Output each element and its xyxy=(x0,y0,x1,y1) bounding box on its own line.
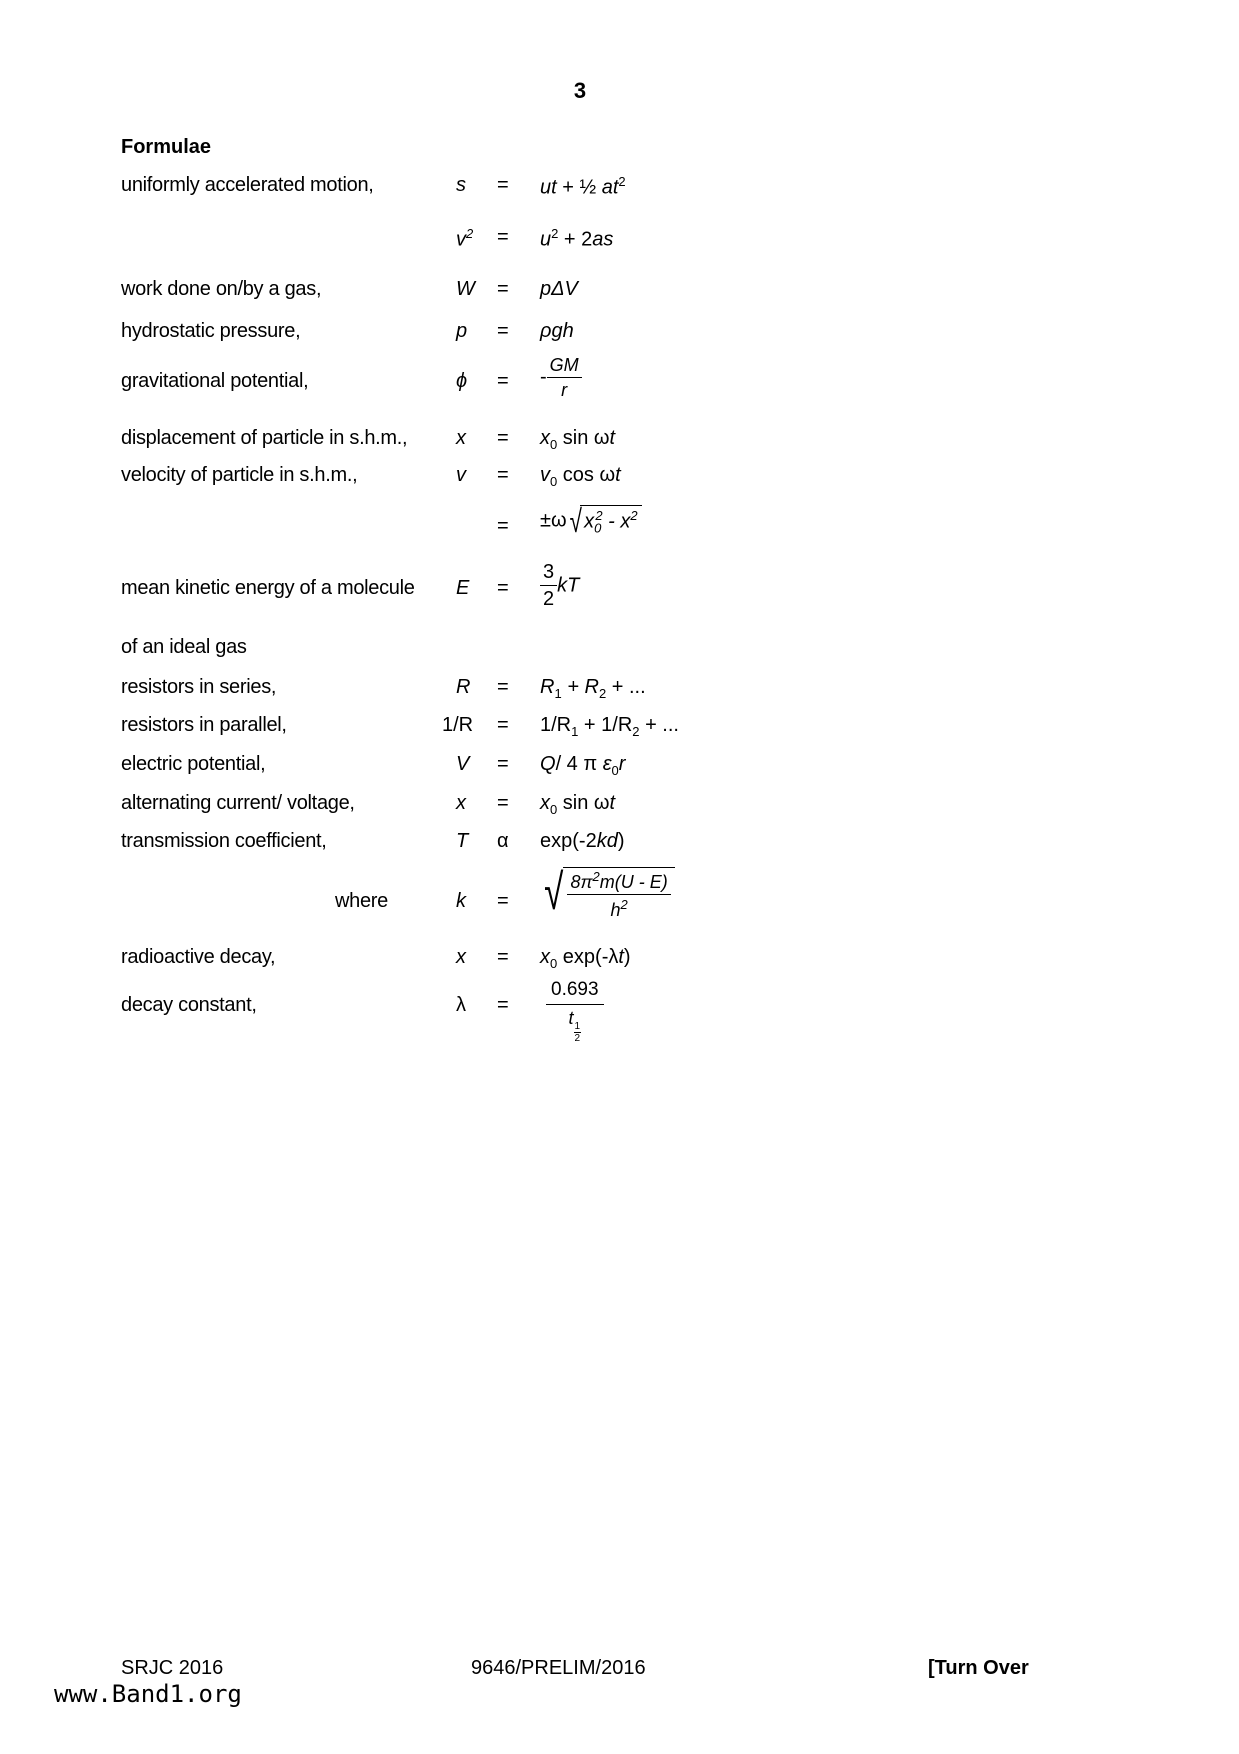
formula-expression: ±ω √ $x_0^2 - x^2$ xyxy=(540,505,642,537)
formula-label: hydrostatic pressure, xyxy=(121,320,301,342)
formula-expression: - $\frac{GM}{r}$ xyxy=(540,356,582,400)
formula-expression: $x_0$ exp(-λt) xyxy=(540,946,631,971)
formula-equals: = xyxy=(497,676,509,698)
formula-equals: = xyxy=(497,890,509,912)
fraction: $\frac{8\pi^2m(U - E)}{h^2}$ xyxy=(567,870,670,920)
square-root: √ $\frac{8\pi^2m(U - E)}{h^2}$ xyxy=(540,867,675,920)
formula-expression: Q/ 4 π $\varepsilon_0r$ xyxy=(540,753,626,778)
formula-label: electric potential, xyxy=(121,753,266,775)
formula-symbol: W xyxy=(456,278,475,300)
formula-symbol: $v^2$ xyxy=(456,226,474,251)
formula-expression: $v_0$ cos ωt xyxy=(540,464,621,489)
formula-label: transmission coefficient, xyxy=(121,830,327,852)
formula-label: radioactive decay, xyxy=(121,946,276,968)
formula-label: where xyxy=(335,890,388,912)
formula-equals: = xyxy=(497,792,509,814)
formula-proportional: α xyxy=(497,830,509,852)
formula-expression: exp(-2kd) xyxy=(540,830,625,852)
formula-symbol: λ xyxy=(456,994,466,1016)
fraction: 0.693 t $\frac{1}{2}$ xyxy=(546,980,604,1045)
formula-equals: = xyxy=(497,174,509,196)
formula-label: uniformly accelerated motion, xyxy=(121,174,374,196)
footer-turn-over: [Turn Over xyxy=(928,1657,1029,1679)
formula-equals: = xyxy=(497,278,509,300)
formula-expression: ρgh xyxy=(540,320,574,342)
formula-equals: = xyxy=(497,577,509,599)
formula-symbol: p xyxy=(456,320,468,342)
formula-equals: = xyxy=(497,753,509,775)
formula-equals: = xyxy=(497,427,509,449)
page-heading: Formulae xyxy=(121,136,212,158)
formula-label: decay constant, xyxy=(121,994,257,1016)
formula-equals: = xyxy=(497,226,509,248)
formula-equals: = xyxy=(497,515,509,537)
formula-equals: = xyxy=(497,464,509,486)
formula-symbol: E xyxy=(456,577,470,599)
formula-label: gravitational potential, xyxy=(121,370,309,392)
formula-equals: = xyxy=(497,370,509,392)
formula-label: work done on/by a gas, xyxy=(121,278,322,300)
formula-symbol: s xyxy=(456,174,466,196)
formula-expression: $u^2 + 2as$ xyxy=(540,226,614,251)
formula-equals: = xyxy=(497,946,509,968)
formula-label: velocity of particle in s.h.m., xyxy=(121,464,358,486)
formula-expression: $R_1 + R_2$ + ... xyxy=(540,676,646,701)
formula-label: resistors in parallel, xyxy=(121,714,287,736)
formula-expression xyxy=(546,980,604,1045)
formula-symbol: R xyxy=(456,676,471,698)
formula-equals: = xyxy=(497,994,509,1016)
formula-label: resistors in series, xyxy=(121,676,277,698)
fraction: $\frac{GM}{r}$ xyxy=(547,356,582,400)
formula-symbol: ϕ xyxy=(456,370,468,392)
formula-expression: $1/R_1 + 1/R_2$ + ... xyxy=(540,714,679,739)
fraction: $\frac{3}{2}$ xyxy=(540,562,557,610)
formula-equals: = xyxy=(497,714,509,736)
footer-school: SRJC 2016 xyxy=(121,1657,224,1679)
formula-label-continued: of an ideal gas xyxy=(121,636,247,658)
square-root: √ $x_0^2 - x^2$ xyxy=(567,505,642,537)
formula-symbol: v xyxy=(456,464,466,486)
formula-label: mean kinetic energy of a molecule xyxy=(121,577,415,599)
formula-label: alternating current/ voltage, xyxy=(121,792,355,814)
formula-expression: $x_0$ sin ωt xyxy=(540,792,616,817)
footer-paper-code: 9646/PRELIM/2016 xyxy=(471,1657,646,1679)
formula-expression: $x_0$ sin ωt xyxy=(540,427,616,452)
formula-symbol: x xyxy=(456,792,466,814)
formula-symbol: x xyxy=(456,946,466,968)
formula-symbol: x xyxy=(456,427,466,449)
formula-symbol: T xyxy=(456,830,469,852)
watermark-url: www.Band1.org xyxy=(54,1680,242,1708)
formula-symbol: 1/R xyxy=(442,714,474,736)
formula-equals: = xyxy=(497,320,509,342)
page-number: 3 xyxy=(573,78,587,103)
formula-expression: pΔV xyxy=(540,278,578,300)
formula-symbol: V xyxy=(456,753,470,775)
formula-label: displacement of particle in s.h.m., xyxy=(121,427,408,449)
formula-expression xyxy=(540,864,675,920)
formula-expression: ut + ½ $at^2$ xyxy=(540,174,626,199)
formula-symbol: k xyxy=(456,890,466,912)
formula-expression: $\frac{3}{2}$ kT xyxy=(540,562,579,610)
